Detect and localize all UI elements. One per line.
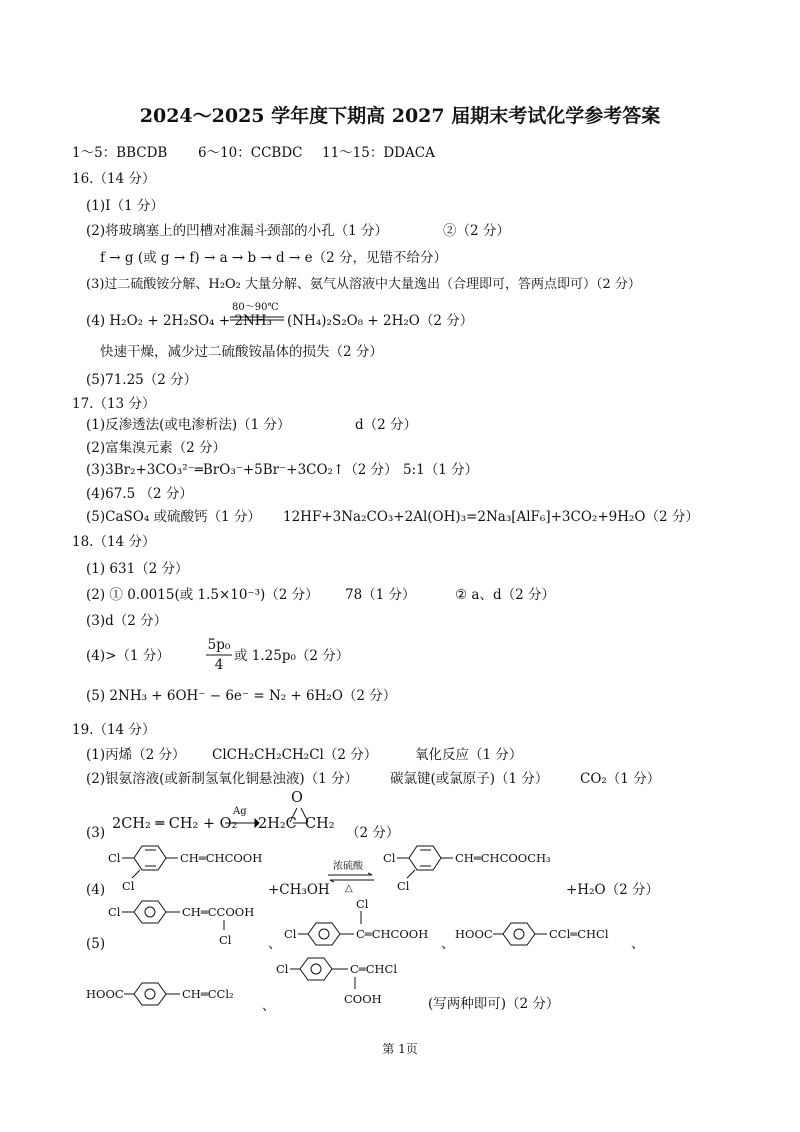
q19-iso1-side: CH═CCOOH <box>182 905 255 919</box>
q18-answer-4: (4)>（1 分） <box>86 648 170 664</box>
q19-epoxide-ring <box>288 806 312 826</box>
page-number: 第 1页 <box>382 1042 418 1056</box>
q16-answer-2b: ②（2 分） <box>443 223 510 239</box>
q18-answer-1: (1) 631（2 分） <box>86 561 189 577</box>
q19-eq4-heat: △ <box>345 883 353 894</box>
q19-eq4p-cl-top: Cl <box>383 851 396 865</box>
q19-answer-1b: ClCH₂CH₂CH₂Cl（2 分） <box>212 747 378 763</box>
q19-heading: 19.（14 分） <box>72 722 156 738</box>
page-title: 2024～2025 学年度下期高 2027 届期末考试化学参考答案 <box>139 105 661 127</box>
mc-answers-1-5: 1～5：BBCDB <box>72 145 168 161</box>
q18-heading: 18.（14 分） <box>72 534 156 550</box>
q19-eq4-score: +H₂O（2 分） <box>566 882 659 898</box>
q19-isomer-5-structure <box>276 955 426 1011</box>
mc-answers-11-15: 11～15：DDACA <box>322 145 435 161</box>
q17-heading: 17.（13 分） <box>72 396 156 412</box>
q16-heading: 16.（14 分） <box>72 171 156 187</box>
q16-answer-2: (2)将玻璃塞上的凹槽对准漏斗颈部的小孔（1 分） <box>86 223 389 239</box>
q19-eq3-arrow <box>225 818 259 828</box>
q19-eq4-cl-top: Cl <box>108 851 121 865</box>
q19-isomer-1-structure <box>108 898 278 948</box>
q17-answer-3: (3)3Br₂+3CO₃²⁻═BrO₃⁻+5Br⁻+3CO₂↑（2 分） <box>86 462 398 478</box>
q19-eq4-methanol: +CH₃OH <box>268 882 330 898</box>
q19-answer-1a: (1)丙烯（2 分） <box>86 747 186 763</box>
q18-answer-2b: 78（1 分） <box>345 587 416 603</box>
q19-eq4-cl-bottom: Cl <box>122 879 135 893</box>
q19-iso5-sub: COOH <box>344 992 382 1006</box>
q18-answer-5: (5) 2NH₃ + 6OH⁻ − 6e⁻ = N₂ + 6H₂O（2 分） <box>86 688 397 704</box>
q19-answer-2c: CO₂（1 分） <box>580 771 661 787</box>
q19-eq3-score: （2 分） <box>346 825 400 841</box>
q18-answer-2: (2) ① 0.0015(或 1.5×10⁻³)（2 分） <box>86 587 319 603</box>
q19-eq3-catalyst: Ag <box>233 806 247 817</box>
q16-answer-4-reactants: (4) H₂O₂ + 2H₂SO₄ + 2NH₃ <box>86 313 272 329</box>
q16-answer-3: (3)过二硫酸铵分解、H₂O₂ 大量分解、氨气从溶液中大量逸出（合理即可，答两点即可）（2 分） <box>86 277 641 292</box>
q19-answer-2a: (2)银氨溶液(或新制氢氧化铜悬浊液)（1 分） <box>86 771 359 787</box>
q19-answer-2b: 碳氯键(或氯原子)（1 分） <box>390 771 549 787</box>
q19-isomer-4-structure <box>86 978 266 1010</box>
q19-eq4p-cl-bottom: Cl <box>397 879 410 893</box>
q16-answer-5: (5)71.25（2 分） <box>86 372 198 388</box>
q19-isomer-3-structure <box>455 918 645 950</box>
q16-answer-4b: 快速干燥，减少过二硫酸铵晶体的损失（2 分） <box>100 344 383 360</box>
q18-fraction-denominator: 4 <box>214 657 224 673</box>
q19-iso5-cl: Cl <box>276 962 289 976</box>
q19-separator-2: 、 <box>441 936 455 952</box>
q16-answer-1: (1)Ⅰ（1 分） <box>86 198 164 214</box>
q19-label-5: (5) <box>86 936 106 952</box>
q19-iso3-side: CCl═CHCl <box>549 927 609 941</box>
q19-eq3-product-left: 2H₂C <box>258 816 297 832</box>
q19-iso1-cl: Cl <box>108 905 121 919</box>
q19-separator-4: 、 <box>262 998 276 1014</box>
q19-label-4: (4) <box>86 882 106 898</box>
q19-eq3-product-right: CH₂ <box>305 816 335 832</box>
q19-iso5-side: C═CHCl <box>350 962 398 976</box>
q18-answer-2c: ② a、d（2 分） <box>455 587 555 603</box>
q19-eq4-product-structure <box>383 840 583 900</box>
q17-answer-2: (2)富集溴元素（2 分） <box>86 440 227 456</box>
q19-iso3-prefix: HOOC <box>455 927 493 941</box>
q18-fraction-numerator: 5p₀ <box>207 637 231 653</box>
q19-iso2-cl: Cl <box>284 927 297 941</box>
q18-answer-3: (3)d（2 分） <box>86 613 168 629</box>
q19-iso2-top-cl: Cl <box>356 897 369 911</box>
q17-answer-5b: 12HF+3Na₂CO₃+2Al(OH)₃=2Na₃[AlF₆]+3CO₂+9H₂O（2 分） <box>283 509 699 525</box>
q19-separator-1: 、 <box>268 936 282 952</box>
q17-answer-1b: d（2 分） <box>355 417 418 433</box>
q19-iso4-prefix: HOOC <box>86 987 124 1001</box>
q19-iso2-side: C═CHCOOH <box>356 927 429 941</box>
q16-answer-2-order: f → g (或 g → f) → a → b → d → e（2 分，见错不给分） <box>100 250 447 266</box>
q17-answer-4: (4)67.5 （2 分） <box>86 486 193 502</box>
q19-label-3: (3) <box>86 825 106 841</box>
q19-isomer-2-structure <box>284 898 454 948</box>
q17-answer-5: (5)CaSO₄ 或硫酸钙（1 分） <box>86 509 261 525</box>
q16-equals-sign <box>230 316 286 322</box>
q19-separator-3: 、 <box>631 936 645 952</box>
q18-answer-4b: 或 1.25p₀（2 分） <box>234 648 350 664</box>
q19-eq4-condition: 浓硫酸 <box>333 861 363 872</box>
q17-answer-1: (1)反渗透法(或电渗析法)（1 分） <box>86 417 291 433</box>
q19-eq4-side-chain: CH═CHCOOH <box>180 851 263 865</box>
q16-answer-4-products: (NH₄)₂S₂O₈ + 2H₂O（2 分） <box>287 313 474 329</box>
q19-answer-1c: 氧化反应（1 分） <box>415 747 523 763</box>
q19-answer-5-note: (写两种即可)（2 分） <box>428 996 560 1012</box>
q19-iso1-sub: Cl <box>219 933 232 947</box>
q16-reaction-condition: 80～90℃ <box>232 302 279 313</box>
q17-answer-3b: 5:1（1 分） <box>403 462 479 478</box>
q19-iso4-side: CH═CCl₂ <box>182 987 234 1001</box>
mc-answers-6-10: 6～10：CCBDC <box>198 145 303 161</box>
q19-eq3-reactants: 2CH₂ ═ CH₂ + O₂ <box>112 816 238 832</box>
q19-eq3-oxygen: O <box>291 790 303 806</box>
q19-eq4p-side-chain: CH═CHCOOCH₃ <box>455 851 551 865</box>
